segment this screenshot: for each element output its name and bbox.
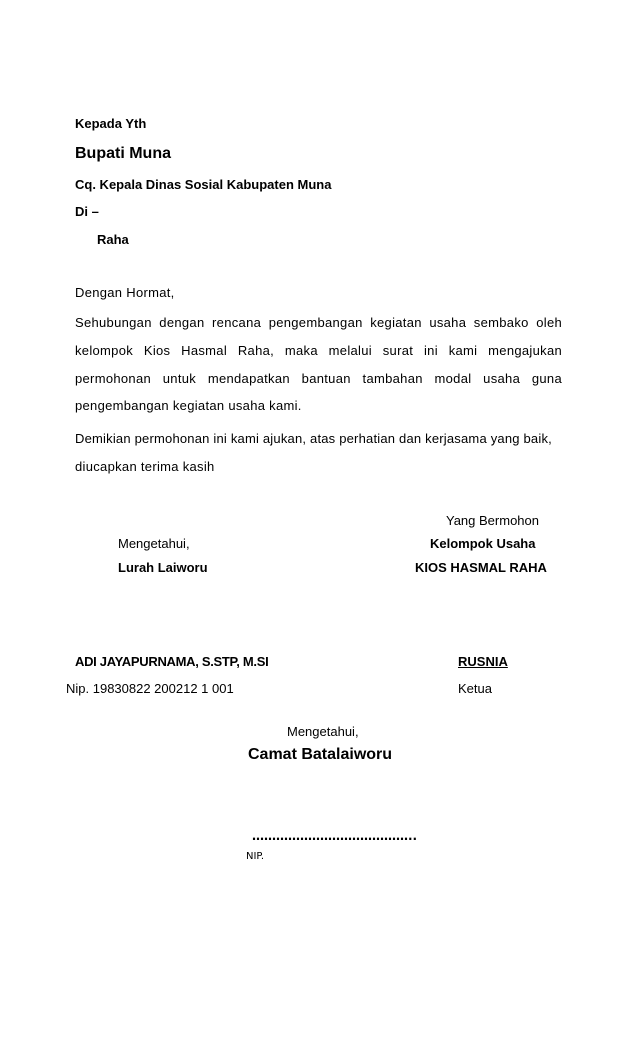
village-head-nip: Nip. 19830822 200212 1 001 — [66, 681, 234, 696]
applicant-group: Kelompok Usaha — [430, 536, 536, 551]
village-head-intro: Mengetahui, — [118, 536, 190, 551]
recipient-via: Cq. Kepala Dinas Sosial Kabupaten Muna — [75, 177, 332, 192]
recipient-city: Raha — [97, 232, 129, 247]
paragraph-1-line-3: permohonan untuk mendapatkan bantuan tambahan modal usaha guna — [75, 371, 562, 386]
district-head-signature-line: ………………………………….. — [252, 829, 418, 843]
salutation: Kepada Yth — [75, 116, 147, 131]
recipient-at: Di – — [75, 204, 99, 219]
applicant-org: KIOS HASMAL RAHA — [415, 560, 547, 575]
village-head-office: Lurah Laiworu — [118, 560, 208, 575]
district-head-intro: Mengetahui, — [287, 724, 359, 739]
applicant-role: Ketua — [458, 681, 492, 696]
paragraph-1-line-4: pengembangan kegiatan usaha kami. — [75, 398, 302, 413]
recipient-name: Bupati Muna — [75, 145, 171, 162]
applicant-signer: RUSNIA — [458, 654, 508, 669]
village-head-signer: ADI JAYAPURNAMA, S.STP, M.SI — [75, 654, 269, 669]
district-head-nip: NIP. — [246, 851, 265, 862]
district-head-office: Camat Batalaiworu — [248, 746, 393, 763]
paragraph-2-line-1: Demikian permohonan ini kami ajukan, atas perhatian dan kerjasama yang baik, — [75, 431, 552, 446]
paragraph-2-line-2: diucapkan terima kasih — [75, 459, 215, 474]
paragraph-1-line-1: Sehubungan dengan rencana pengembangan kegiatan usaha sembako oleh — [75, 315, 562, 330]
paragraph-1-line-2: kelompok Kios Hasmal Raha, maka melalui surat ini kami mengajukan — [75, 343, 562, 358]
applicant-intro: Yang Bermohon — [446, 513, 539, 528]
greeting: Dengan Hormat, — [75, 285, 175, 300]
